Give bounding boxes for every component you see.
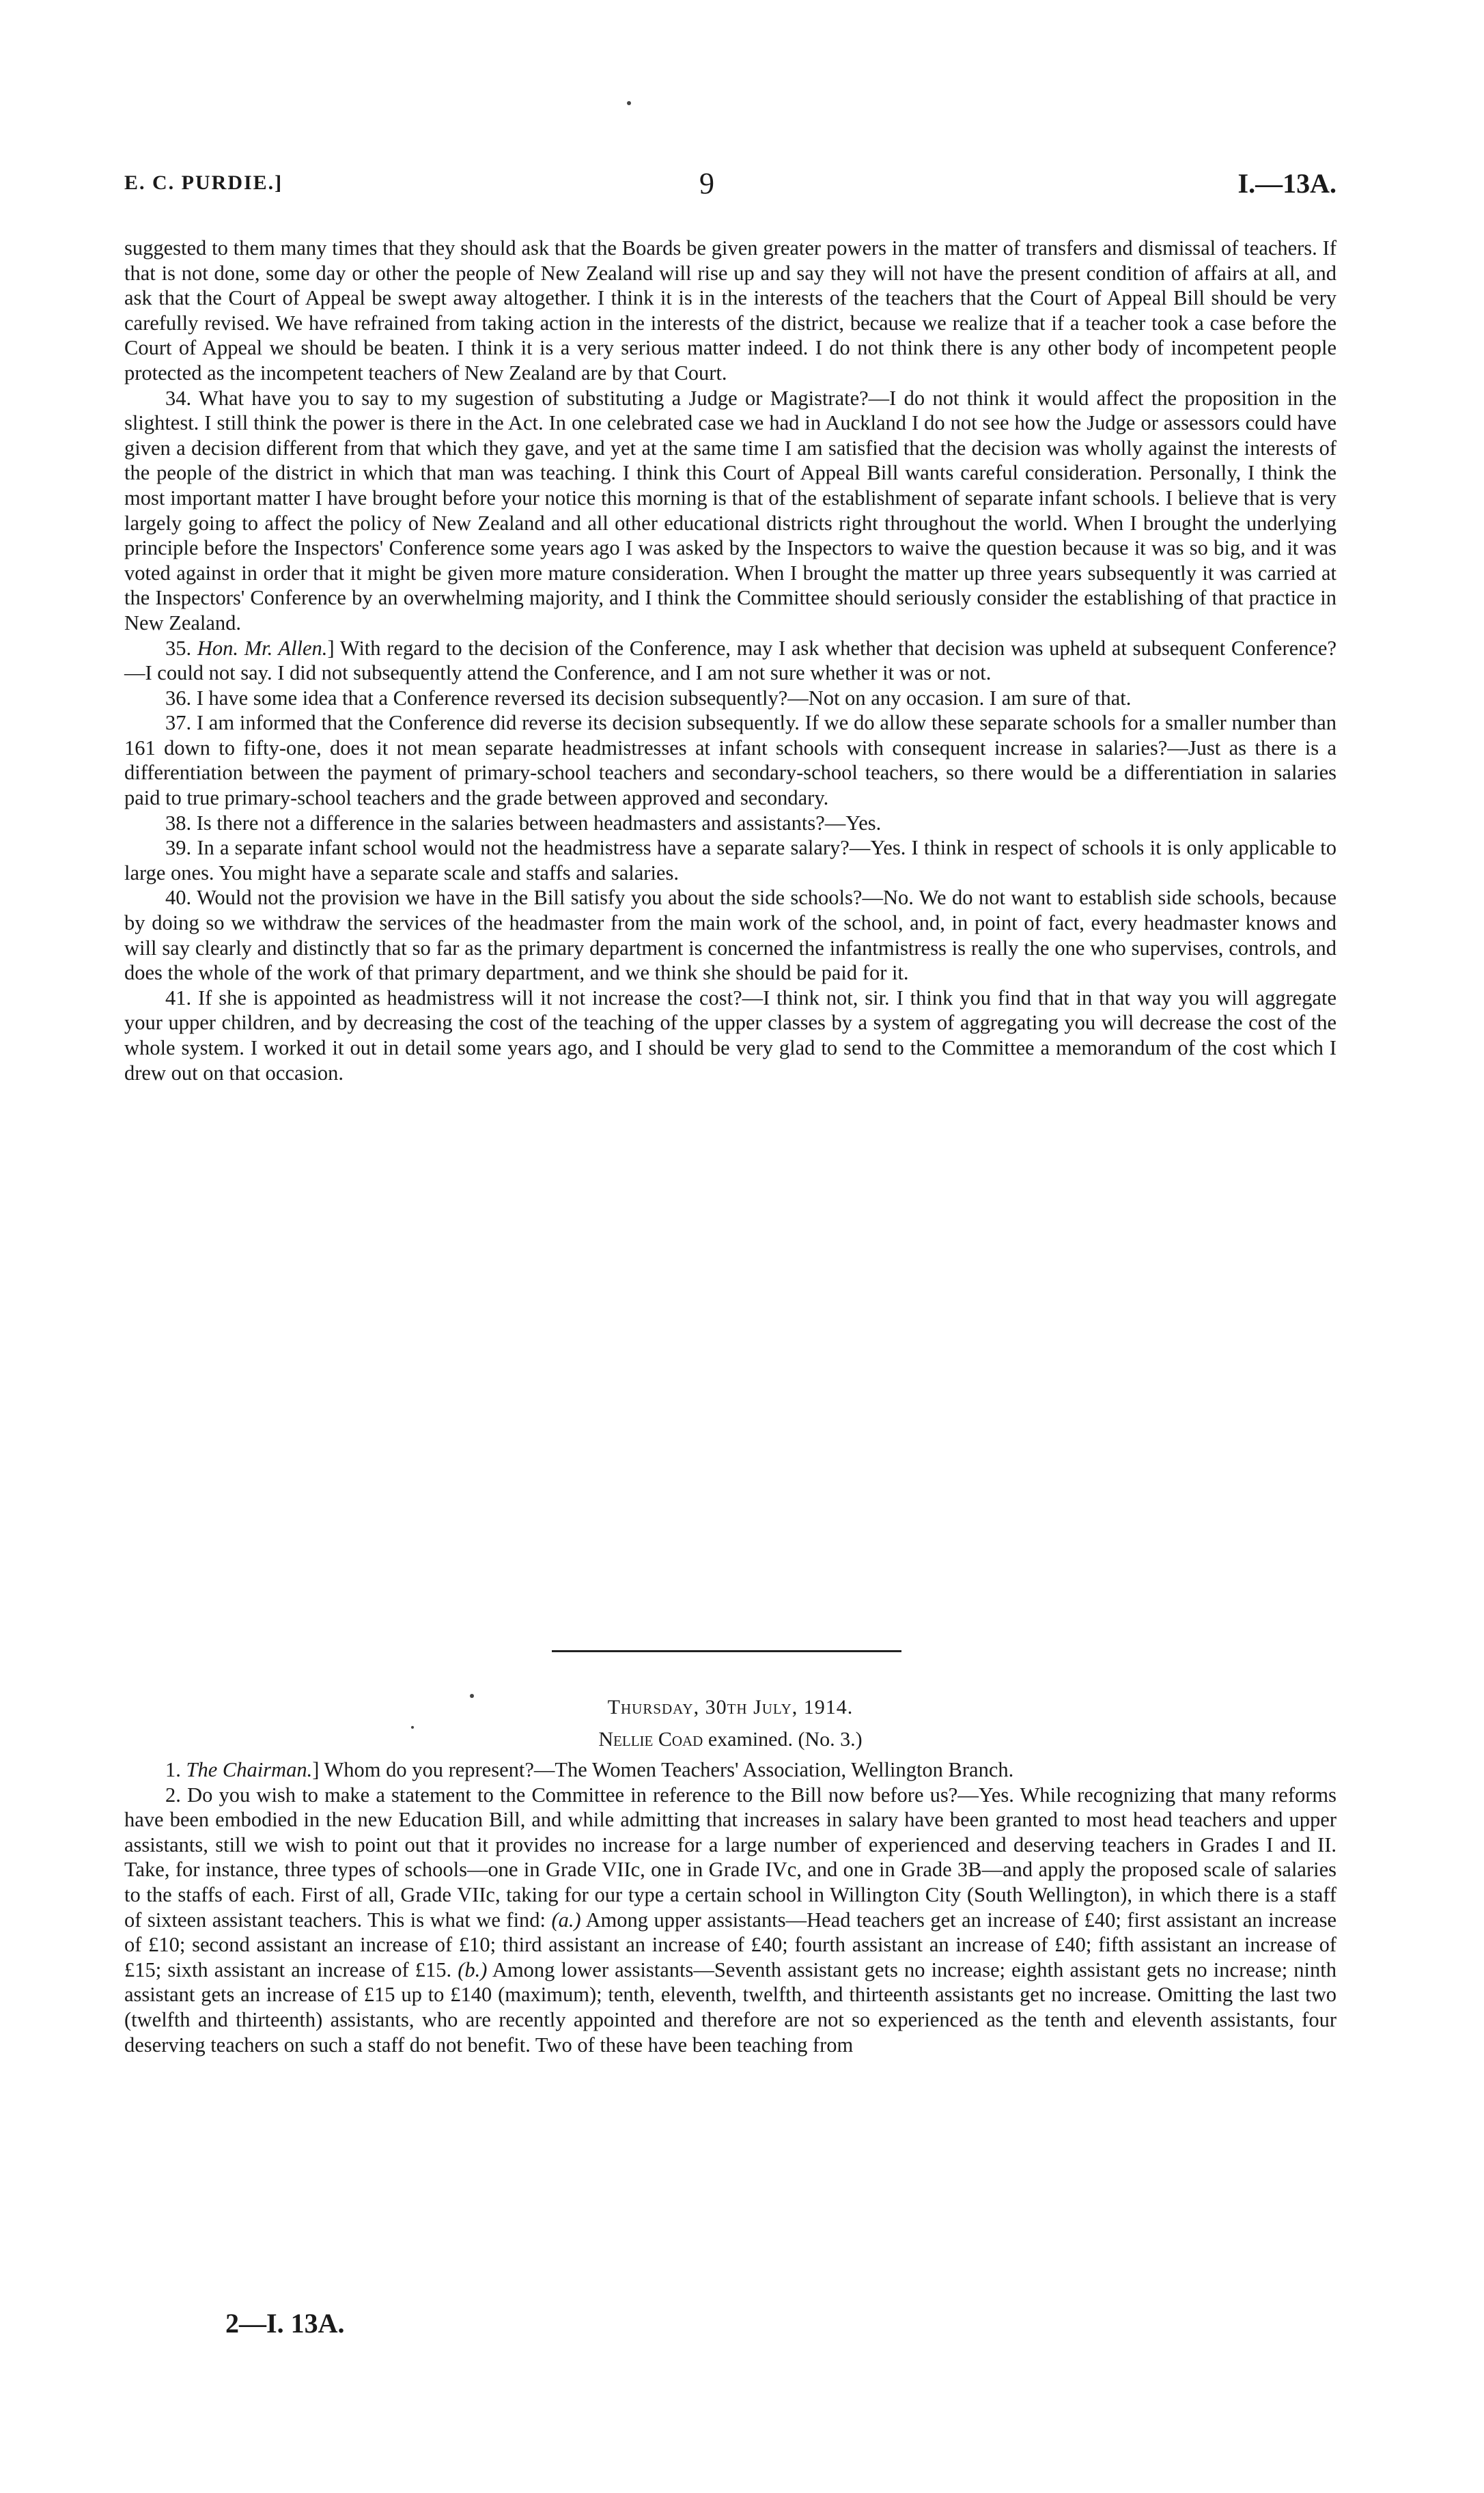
question-38: 38. Is there not a difference in the salaries between headmasters and assistants?—Yes. <box>165 811 882 835</box>
page-number: 9 <box>699 167 714 200</box>
lower-assistants-text: Among lower assistants—Seventh assistant gets no increase; eighth assistant gets no increase; ninth assistant gets an increase of £15 up to £140 (maximum); tenth, eleventh, twelfth, and thirteenth assistants get no increase. Omitting the last two (twelfth and thirteenth) assistants, who are recently appointed and therefore are not so experienced as the tenth and eleventh assistants, four deserving teachers on such a staff do not benefit. Two of these have been teaching from <box>124 1958 1336 2057</box>
session-date-heading: Thursday, 30th July, 1914. <box>607 1696 854 1718</box>
list-label-a: (a.) <box>551 1908 581 1932</box>
printer-signature: 2—I. 13A. <box>225 2308 345 2339</box>
question-37: 37. I am informed that the Conference did reverse its decision subsequently. If we do allow these separate schools for a smaller number than 161 down to fifty-one, does it not mean separate headmistresses at infant schools with consequent increase in salaries?—Just as there is a differentiation between the payment of primary-school teachers and secondary-school teachers, so there would be a differentiation in salaries paid to true primary-school teachers and the grade between approved and secondary. <box>124 711 1336 810</box>
question-39: 39. In a separate infant school would not the headmistress have a separate salary?—Yes. I think in respect of schools it is only applicable to large ones. You might have a separate scale and staffs and salaries. <box>124 836 1336 885</box>
question-35 <box>124 636 1336 686</box>
testimony-continued <box>124 236 1336 1085</box>
question-36: 36. I have some idea that a Conference reversed its decision subsequently?—Not on any occasion. I am sure of that. <box>165 686 1132 710</box>
section-divider <box>552 1650 901 1652</box>
witness-number: examined. (No. 3.) <box>703 1728 863 1751</box>
question-text: ] Whom do you represent?—The Women Teachers' Association, Wellington Branch. <box>312 1758 1014 1781</box>
question-text: ] With regard to the decision of the Conference, may I ask whether that decision was upheld at subsequent Conference?—I could not say. I did not subsequently attend the Conference, and I am not sure whether it was or not. <box>124 636 1336 685</box>
question-1 <box>124 1757 1336 1783</box>
question-34: 34. What have you to say to my sugestion of substituting a Judge or Magistrate?—I do not think it would affect the proposition in the slightest. I still think the power is there in the Act. In one celebrated case we had in Auckland I do not see how the Judge or assessors could have given a decision different from that which they gave, and yet at the same time I am satisfied that the decision was wholly against the interests of the people of the district in which that man was teaching. I think this Court of Appeal Bill wants careful consideration. Personally, I think the most important matter I have brought before your notice this morning is that of the establishment of separate infant schools. I believe that is very largely going to affect the policy of New Zealand and all other educational districts right throughout the world. When I brought the underlying principle before the Inspectors' Conference some years ago I was asked by the Inspectors to waive the question because it was so big, and it was voted against in order that it might be given more mature consideration. When I brought the matter up three years subsequently it was carried at the Inspectors' Conference by an overwhelming majority, and I think the Committee should seriously consider the establishing of that practice in New Zealand. <box>124 386 1336 635</box>
question-2 <box>124 1783 1336 2058</box>
witness-name: Nellie Coad <box>598 1728 703 1751</box>
speaker-name: The Chairman. <box>186 1758 313 1781</box>
upper-assistants-text: Among upper assistants—Head teachers get an increase of £40; first assistant an increase of £10; second assistant an increase of £10; third assistant an increase of £40; fourth assistant an increase of £40; fifth assistant an increase of £15; sixth assistant an increase of £15. <box>124 1908 1336 1981</box>
statement-text: 2. Do you wish to make a statement to the Committee in reference to the Bill now before us?—Yes. While recognizing that many reforms have been embodied in the new Education Bill, and while admitting that increases in salary have been granted to most head teachers and upper assistants, still we wish to point out that it provides no increase for a large number of experienced and deserving teachers in Grades I and II. Take, for instance, three types of schools—one in Grade VIIc, one in Grade IVc, and one in Grade 3B—and apply the proposed scale of salaries to the staffs of each. First of all, Grade VIIc, taking for our type a certain school in Willington City (South Wellington), in which there is a staff of sixteen assistant teachers. This is what we find: <box>124 1783 1336 1932</box>
speaker-name: Hon. Mr. Allen. <box>197 636 328 660</box>
list-label-b: (b.) <box>458 1958 488 1981</box>
header-paper-reference: I.—13A. <box>1237 168 1336 199</box>
question-number: 1. <box>165 1758 181 1781</box>
witness-examined-heading <box>124 1728 1336 1751</box>
question-number: 35. <box>165 636 192 660</box>
paragraph-continuation: suggested to them many times that they should ask that the Boards be given greater powers in the matter of transfers and dismissal of teachers. If that is not done, some day or other the people of New Zealand will rise up and say they will not have the present condition of affairs at all, and ask that the Court of Appeal be swept away altogether. I think it is in the interests of the teachers that the Court of Appeal Bill should be very carefully revised. We have refrained from taking action in the interests of the district, because we realize that if a teacher took a case before the Court of Appeal we should be beaten. I think it is a very serious matter indeed. I do not think there is any other body of incompetent people protected as the incompetent teachers of New Zealand are by that Court. <box>124 236 1336 385</box>
question-40: 40. Would not the provision we have in the Bill satisfy you about the side schools?—No. We do not want to establish side schools, because by doing so we withdraw the services of the headmaster from the main work of the school, and, in point of fact, every headmaster knows and will say clearly and distinctly that so far as the primary department is concerned the infantmistress is really the one who supervises, controls, and does the whole of the work of that primary department, and we think she should be paid for it. <box>124 886 1336 985</box>
page-header <box>124 167 1336 208</box>
scan-speck <box>627 101 631 105</box>
header-witness-name: E. C. PURDIE.] <box>124 171 283 194</box>
question-41: 41. If she is appointed as headmistress will it not increase the cost?—I think not, sir. I think you find that in that way you will aggregate your upper children, and by decreasing the cost of the teaching of the upper classes by a system of aggregating you will decrease the cost of the whole system. I worked it out in detail some years ago, and I should be very glad to send to the Committee a memorandum of the cost which I drew out on that occasion. <box>124 986 1336 1085</box>
testimony-new-witness <box>124 1757 1336 2057</box>
